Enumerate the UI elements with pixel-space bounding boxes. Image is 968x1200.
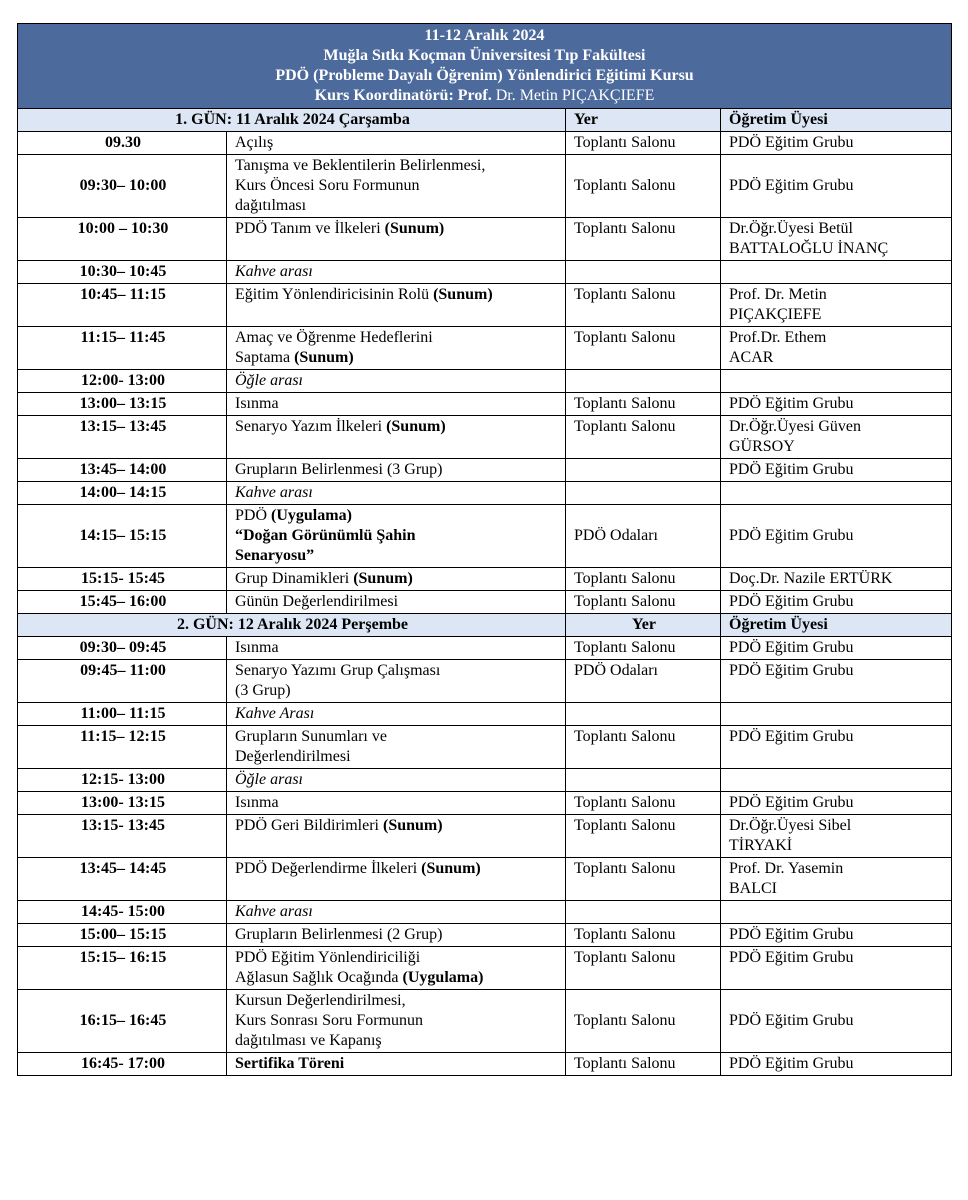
location-cell: Toplantı Salonu	[566, 416, 721, 459]
schedule-row	[18, 924, 952, 947]
activity-cell	[227, 792, 566, 815]
schedule-table	[17, 23, 952, 1076]
header-row	[18, 24, 952, 109]
break-label: Kahve Arası	[227, 703, 566, 726]
time-cell: 13:15- 13:45	[18, 815, 227, 858]
instructor-line: GÜRSOY	[729, 438, 795, 455]
schedule-row	[18, 327, 952, 370]
activity-line	[235, 925, 559, 945]
activity-cell	[227, 284, 566, 327]
instructor-line: Dr.Öğr.Üyesi Sibel	[729, 817, 852, 834]
time-cell: 11:15– 12:15	[18, 726, 227, 769]
schedule-row	[18, 769, 952, 792]
schedule-row	[18, 990, 952, 1053]
activity-cell	[227, 218, 566, 261]
activity-text: PDÖ	[235, 507, 268, 524]
location-cell: Toplantı Salonu	[566, 218, 721, 261]
activity-text: Isınma	[235, 395, 279, 412]
course-title: PDÖ (Probleme Dayalı Öğrenim) Yönlendirici Eğitimi Kursu	[275, 67, 694, 84]
column-header-location: Yer	[566, 109, 721, 132]
time-cell: 12:15- 13:00	[18, 769, 227, 792]
activity-line	[235, 816, 559, 836]
instructor-cell	[721, 261, 952, 284]
location-cell	[566, 482, 721, 505]
activity-line	[235, 328, 559, 348]
activity-text: (3 Grup)	[235, 682, 291, 699]
time-cell: 13:00- 13:15	[18, 792, 227, 815]
location-cell	[566, 769, 721, 792]
activity-text: PDÖ Eğitim Yönlendiriciliği	[235, 949, 421, 966]
coordinator-label: Kurs Koordinatörü: Prof.	[314, 87, 492, 104]
break-label: Öğle arası	[227, 769, 566, 792]
day-title: 2. GÜN: 12 Aralık 2024 Perşembe	[18, 614, 566, 637]
activity-text: dağıtılması ve Kapanış	[235, 1032, 382, 1049]
instructor-line: ACAR	[729, 349, 774, 366]
location-cell: Toplantı Salonu	[566, 568, 721, 591]
location-cell: Toplantı Salonu	[566, 637, 721, 660]
activity-text: Grupların Belirlenmesi (2 Grup)	[235, 926, 443, 943]
instructor-cell: PDÖ Eğitim Grubu	[721, 591, 952, 614]
activity-line	[235, 219, 559, 239]
instructor-cell	[721, 218, 952, 261]
session-type-tag: (Sunum)	[384, 220, 445, 237]
instructor-cell: PDÖ Eğitim Grubu	[721, 726, 952, 769]
activity-text: Kurs Sonrası Soru Formunun	[235, 1012, 424, 1029]
schedule-row	[18, 1053, 952, 1076]
instructor-cell	[721, 815, 952, 858]
location-cell: Toplantı Salonu	[566, 393, 721, 416]
activity-line	[235, 1011, 559, 1031]
activity-text: Saptama	[235, 349, 291, 366]
activity-line	[235, 793, 559, 813]
activity-text: Günün Değerlendirilmesi	[235, 593, 399, 610]
session-type-tag: (Sunum)	[294, 349, 354, 366]
activity-text: Isınma	[235, 794, 279, 811]
location-cell: Toplantı Salonu	[566, 284, 721, 327]
schedule-body	[18, 24, 952, 1076]
faculty-name: Muğla Sıtkı Koçman Üniversitesi Tıp Fakültesi	[323, 47, 646, 64]
activity-line	[235, 196, 559, 216]
location-cell: Toplantı Salonu	[566, 947, 721, 990]
activity-text: Kursun Değerlendirilmesi,	[235, 992, 406, 1009]
day-title: 1. GÜN: 11 Aralık 2024 Çarşamba	[18, 109, 566, 132]
schedule-row	[18, 218, 952, 261]
activity-text: PDÖ Tanım ve İlkeleri	[235, 220, 381, 237]
activity-cell	[227, 990, 566, 1053]
activity-line	[235, 394, 559, 414]
day2-header-row	[18, 614, 952, 637]
schedule-row	[18, 947, 952, 990]
activity-cell	[227, 459, 566, 482]
location-cell: Toplantı Salonu	[566, 858, 721, 901]
instructor-line: Prof. Dr. Yasemin	[729, 860, 844, 877]
activity-text: dağıtılması	[235, 197, 307, 214]
instructor-line: BATTALOĞLU İNANÇ	[729, 240, 889, 257]
day1-header-row	[18, 109, 952, 132]
time-cell: 09:30– 10:00	[18, 155, 227, 218]
instructor-cell: PDÖ Eğitim Grubu	[721, 947, 952, 990]
activity-text: Grupların Sunumları ve	[235, 728, 387, 745]
activity-cell	[227, 637, 566, 660]
activity-line	[235, 968, 559, 988]
activity-line	[235, 506, 559, 526]
activity-line	[235, 1031, 559, 1051]
schedule-row	[18, 132, 952, 155]
column-header-location: Yer	[566, 614, 721, 637]
time-cell: 13:00– 13:15	[18, 393, 227, 416]
activity-cell	[227, 924, 566, 947]
schedule-row	[18, 858, 952, 901]
instructor-cell	[721, 901, 952, 924]
activity-cell	[227, 327, 566, 370]
break-label: Kahve arası	[227, 901, 566, 924]
time-cell: 09.30	[18, 132, 227, 155]
column-header-instructor: Öğretim Üyesi	[721, 109, 952, 132]
location-cell: Toplantı Salonu	[566, 990, 721, 1053]
activity-cell	[227, 568, 566, 591]
time-cell: 14:15– 15:15	[18, 505, 227, 568]
course-coordinator	[24, 86, 945, 106]
time-cell: 14:45- 15:00	[18, 901, 227, 924]
time-cell: 16:15– 16:45	[18, 990, 227, 1053]
activity-text: Grupların Belirlenmesi (3 Grup)	[235, 461, 443, 478]
instructor-cell: Doç.Dr. Nazile ERTÜRK	[721, 568, 952, 591]
time-cell: 13:45– 14:45	[18, 858, 227, 901]
time-cell: 15:15– 16:15	[18, 947, 227, 990]
schedule-row	[18, 393, 952, 416]
activity-text: Açılış	[235, 134, 274, 151]
location-cell: Toplantı Salonu	[566, 726, 721, 769]
activity-cell	[227, 505, 566, 568]
activity-line	[235, 156, 559, 176]
location-cell	[566, 901, 721, 924]
location-cell: PDÖ Odaları	[566, 660, 721, 703]
session-type-tag: (Sunum)	[433, 286, 493, 303]
course-dates: 11-12 Aralık 2024	[424, 27, 545, 44]
scenario-title-line: Senaryosu”	[235, 547, 315, 564]
activity-line	[235, 859, 559, 879]
time-cell: 15:00– 15:15	[18, 924, 227, 947]
instructor-cell	[721, 858, 952, 901]
schedule-row	[18, 505, 952, 568]
activity-line	[235, 133, 559, 153]
activity-line	[235, 948, 559, 968]
instructor-cell: PDÖ Eğitim Grubu	[721, 924, 952, 947]
instructor-line: TİRYAKİ	[729, 837, 793, 854]
activity-text: Amaç ve Öğrenme Hedeflerini	[235, 329, 433, 346]
activity-cell	[227, 155, 566, 218]
location-cell: Toplantı Salonu	[566, 132, 721, 155]
activity-line	[235, 285, 559, 305]
time-cell: 13:45– 14:00	[18, 459, 227, 482]
instructor-cell: PDÖ Eğitim Grubu	[721, 792, 952, 815]
instructor-cell: PDÖ Eğitim Grubu	[721, 990, 952, 1053]
instructor-cell: PDÖ Eğitim Grubu	[721, 132, 952, 155]
time-cell: 13:15– 13:45	[18, 416, 227, 459]
activity-text: Senaryo Yazım İlkeleri	[235, 418, 383, 435]
break-label: Kahve arası	[227, 261, 566, 284]
break-label: Kahve arası	[227, 482, 566, 505]
activity-text: Isınma	[235, 639, 279, 656]
time-cell: 09:30– 09:45	[18, 637, 227, 660]
activity-cell	[227, 815, 566, 858]
activity-line	[235, 460, 559, 480]
activity-text: Ağlasun Sağlık Ocağında	[235, 969, 399, 986]
activity-cell	[227, 1053, 566, 1076]
instructor-cell	[721, 284, 952, 327]
activity-line	[235, 747, 559, 767]
instructor-cell: PDÖ Eğitim Grubu	[721, 637, 952, 660]
coordinator-name: Dr. Metin PIÇAKÇIEFE	[491, 87, 655, 104]
schedule-row	[18, 568, 952, 591]
session-type-tag: (Sunum)	[421, 860, 481, 877]
time-cell: 10:30– 10:45	[18, 261, 227, 284]
schedule-row	[18, 703, 952, 726]
instructor-cell: PDÖ Eğitim Grubu	[721, 393, 952, 416]
schedule-row	[18, 416, 952, 459]
activity-text: Sertifika Töreni	[235, 1055, 345, 1072]
activity-text: PDÖ Geri Bildirimleri	[235, 817, 379, 834]
activity-cell	[227, 416, 566, 459]
column-header-instructor: Öğretim Üyesi	[721, 614, 952, 637]
activity-text: PDÖ Değerlendirme İlkeleri	[235, 860, 418, 877]
schedule-row	[18, 284, 952, 327]
session-type-tag: (Uygulama)	[271, 507, 352, 524]
location-cell: Toplantı Salonu	[566, 327, 721, 370]
course-header	[18, 24, 952, 109]
activity-cell	[227, 660, 566, 703]
instructor-cell	[721, 769, 952, 792]
instructor-cell: PDÖ Eğitim Grubu	[721, 505, 952, 568]
instructor-cell: PDÖ Eğitim Grubu	[721, 155, 952, 218]
schedule-row	[18, 792, 952, 815]
activity-line	[235, 176, 559, 196]
location-cell: Toplantı Salonu	[566, 924, 721, 947]
activity-line	[235, 638, 559, 658]
schedule-row	[18, 261, 952, 284]
time-cell: 14:00– 14:15	[18, 482, 227, 505]
instructor-cell	[721, 416, 952, 459]
schedule-row	[18, 901, 952, 924]
time-cell: 11:00– 11:15	[18, 703, 227, 726]
schedule-row	[18, 459, 952, 482]
time-cell: 15:15- 15:45	[18, 568, 227, 591]
schedule-row	[18, 815, 952, 858]
activity-cell	[227, 858, 566, 901]
activity-text: Kurs Öncesi Soru Formunun	[235, 177, 420, 194]
activity-cell	[227, 726, 566, 769]
activity-line	[235, 661, 559, 681]
instructor-cell: PDÖ Eğitim Grubu	[721, 660, 952, 703]
instructor-cell	[721, 370, 952, 393]
location-cell	[566, 459, 721, 482]
schedule-row	[18, 370, 952, 393]
location-cell	[566, 703, 721, 726]
time-cell: 10:00 – 10:30	[18, 218, 227, 261]
activity-cell	[227, 591, 566, 614]
activity-text: Değerlendirilmesi	[235, 748, 351, 765]
instructor-cell	[721, 703, 952, 726]
activity-text: Grup Dinamikleri	[235, 570, 350, 587]
activity-line	[235, 991, 559, 1011]
session-type-tag: (Sunum)	[382, 817, 443, 834]
activity-line	[235, 592, 559, 612]
instructor-line: Dr.Öğr.Üyesi Betül	[729, 220, 853, 237]
activity-line	[235, 569, 559, 589]
instructor-cell: PDÖ Eğitim Grubu	[721, 459, 952, 482]
schedule-row	[18, 726, 952, 769]
schedule-row	[18, 591, 952, 614]
activity-text: Tanışma ve Beklentilerin Belirlenmesi,	[235, 157, 486, 174]
scenario-title-line: “Doğan Görünümlü Şahin	[235, 527, 416, 544]
activity-line	[235, 681, 559, 701]
session-type-tag: (Uygulama)	[402, 969, 484, 986]
schedule-row	[18, 660, 952, 703]
location-cell: Toplantı Salonu	[566, 792, 721, 815]
time-cell: 12:00- 13:00	[18, 370, 227, 393]
break-label: Öğle arası	[227, 370, 566, 393]
location-cell: Toplantı Salonu	[566, 1053, 721, 1076]
location-cell: Toplantı Salonu	[566, 155, 721, 218]
time-cell: 10:45– 11:15	[18, 284, 227, 327]
instructor-cell: PDÖ Eğitim Grubu	[721, 1053, 952, 1076]
instructor-cell	[721, 482, 952, 505]
activity-line	[235, 727, 559, 747]
activity-text: Eğitim Yönlendiricisinin Rolü	[235, 286, 430, 303]
instructor-line: BALCI	[729, 880, 777, 897]
location-cell	[566, 261, 721, 284]
time-cell: 15:45– 16:00	[18, 591, 227, 614]
session-type-tag: (Sunum)	[386, 418, 446, 435]
activity-cell	[227, 393, 566, 416]
instructor-line: PIÇAKÇIEFE	[729, 306, 822, 323]
location-cell: Toplantı Salonu	[566, 815, 721, 858]
activity-cell	[227, 947, 566, 990]
time-cell: 16:45- 17:00	[18, 1053, 227, 1076]
activity-line	[235, 348, 559, 368]
instructor-line: Prof. Dr. Metin	[729, 286, 827, 303]
instructor-cell	[721, 327, 952, 370]
instructor-line: Prof.Dr. Ethem	[729, 329, 827, 346]
location-cell: Toplantı Salonu	[566, 591, 721, 614]
schedule-row	[18, 482, 952, 505]
schedule-row	[18, 155, 952, 218]
session-type-tag: (Sunum)	[353, 570, 413, 587]
time-cell: 11:15– 11:45	[18, 327, 227, 370]
location-cell	[566, 370, 721, 393]
schedule-row	[18, 637, 952, 660]
location-cell: PDÖ Odaları	[566, 505, 721, 568]
activity-text: Senaryo Yazımı Grup Çalışması	[235, 662, 441, 679]
activity-line	[235, 417, 559, 437]
time-cell: 09:45– 11:00	[18, 660, 227, 703]
instructor-line: Dr.Öğr.Üyesi Güven	[729, 418, 861, 435]
activity-cell	[227, 132, 566, 155]
